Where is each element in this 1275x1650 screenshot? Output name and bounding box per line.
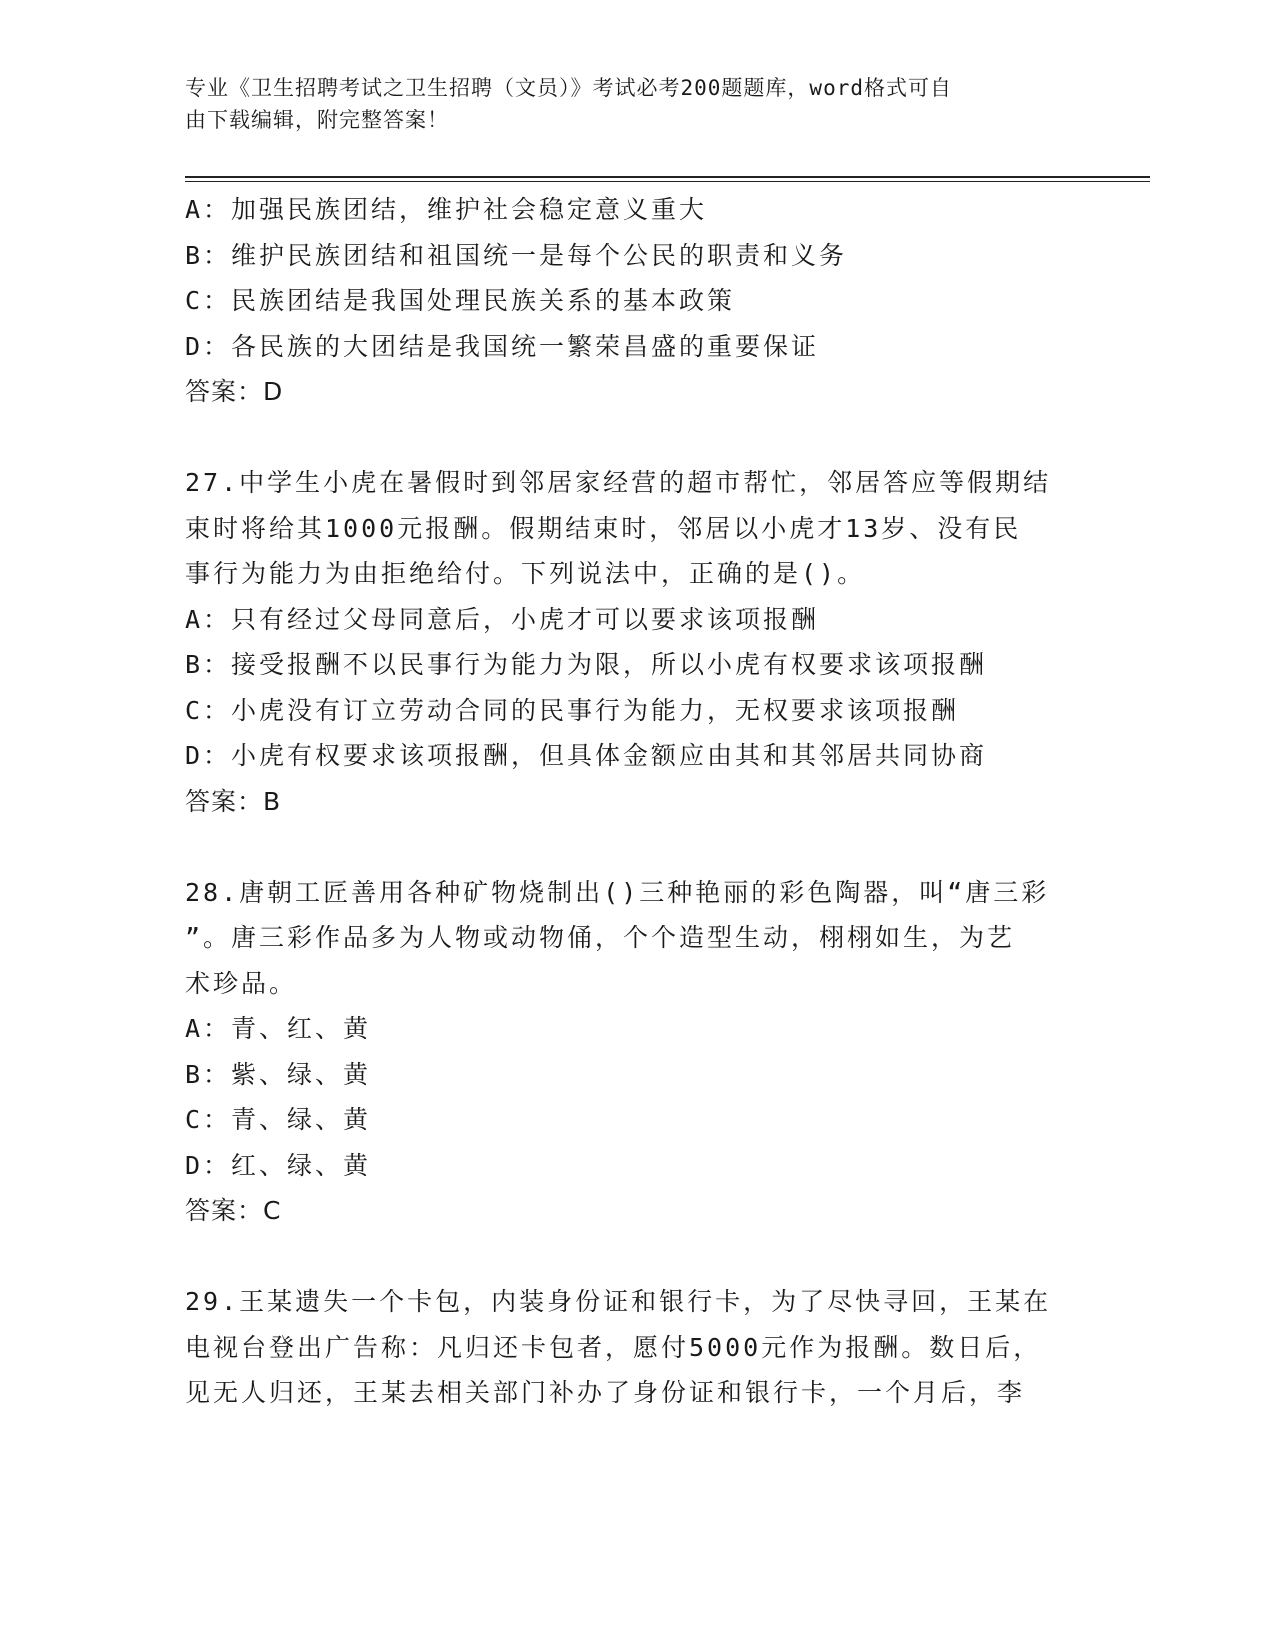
header-divider-thin (185, 181, 1150, 182)
question-content (185, 187, 1085, 1416)
question-stem: 事行为能力为由拒绝给付。下列说法中，正确的是()。 (185, 559, 866, 588)
option-b: B：接受报酬不以民事行为能力为限，所以小虎有权要求该项报酬 (185, 650, 988, 679)
question-stem: 见无人归还，王某去相关部门补办了身份证和银行卡，一个月后，李 (185, 1378, 1026, 1407)
option-a: A：只有经过父母同意后，小虎才可以要求该项报酬 (185, 604, 820, 634)
question-stem: 27.中学生小虎在暑假时到邻居家经营的超市帮忙，邻居答应等假期结 (185, 468, 1052, 497)
spacer (185, 1234, 1085, 1280)
question-stem: 束时将给其1000元报酬。假期结束时，邻居以小虎才13岁、没有民 (185, 513, 1022, 543)
option-a: A：青、红、黄 (185, 1014, 372, 1043)
question-stem: 28.唐朝工匠善用各种矿物烧制出()三种艳丽的彩色陶器，叫“唐三彩 (185, 877, 1050, 907)
option-d: D：各民族的大团结是我国统一繁荣昌盛的重要保证 (185, 331, 820, 361)
option-d: D：红、绿、黄 (185, 1150, 372, 1180)
option-d: D：小虎有权要求该项报酬，但具体金额应由其和其邻居共同协商 (185, 741, 988, 770)
answer: 答案：B (185, 786, 282, 816)
header-line: 由下载编辑，附完整答案！ (185, 108, 449, 132)
question-27 (185, 460, 1085, 824)
option-b: B：维护民族团结和祖国统一是每个公民的职责和义务 (185, 240, 848, 270)
option-c: C：民族团结是我国处理民族关系的基本政策 (185, 286, 736, 315)
question-26 (185, 187, 1085, 415)
answer: 答案：C (185, 1196, 282, 1225)
question-stem: 术珍品。 (185, 968, 298, 998)
question-stem: 电视台登出广告称：凡归还卡包者，愿付5000元作为报酬。数日后， (185, 1332, 1042, 1362)
option-c: C：青、绿、黄 (185, 1105, 372, 1134)
question-29 (185, 1279, 1085, 1416)
question-stem: 29.王某遗失一个卡包，内装身份证和银行卡，为了尽快寻回，王某在 (185, 1287, 1052, 1316)
document-header (185, 72, 1085, 136)
spacer (185, 415, 1085, 461)
option-b: B：紫、绿、黄 (185, 1059, 372, 1089)
answer: 答案：D (185, 377, 284, 406)
header-divider (185, 176, 1150, 178)
header-line: 专业《卫生招聘考试之卫生招聘（文员）》考试必考200题题库，word格式可自 (185, 76, 952, 100)
question-28 (185, 870, 1085, 1234)
option-a: A：加强民族团结，维护社会稳定意义重大 (185, 195, 708, 224)
option-c: C：小虎没有订立劳动合同的民事行为能力，无权要求该项报酬 (185, 695, 960, 725)
question-stem: ”。唐三彩作品多为人物或动物俑，个个造型生动，栩栩如生，为艺 (185, 923, 1016, 952)
spacer (185, 824, 1085, 870)
